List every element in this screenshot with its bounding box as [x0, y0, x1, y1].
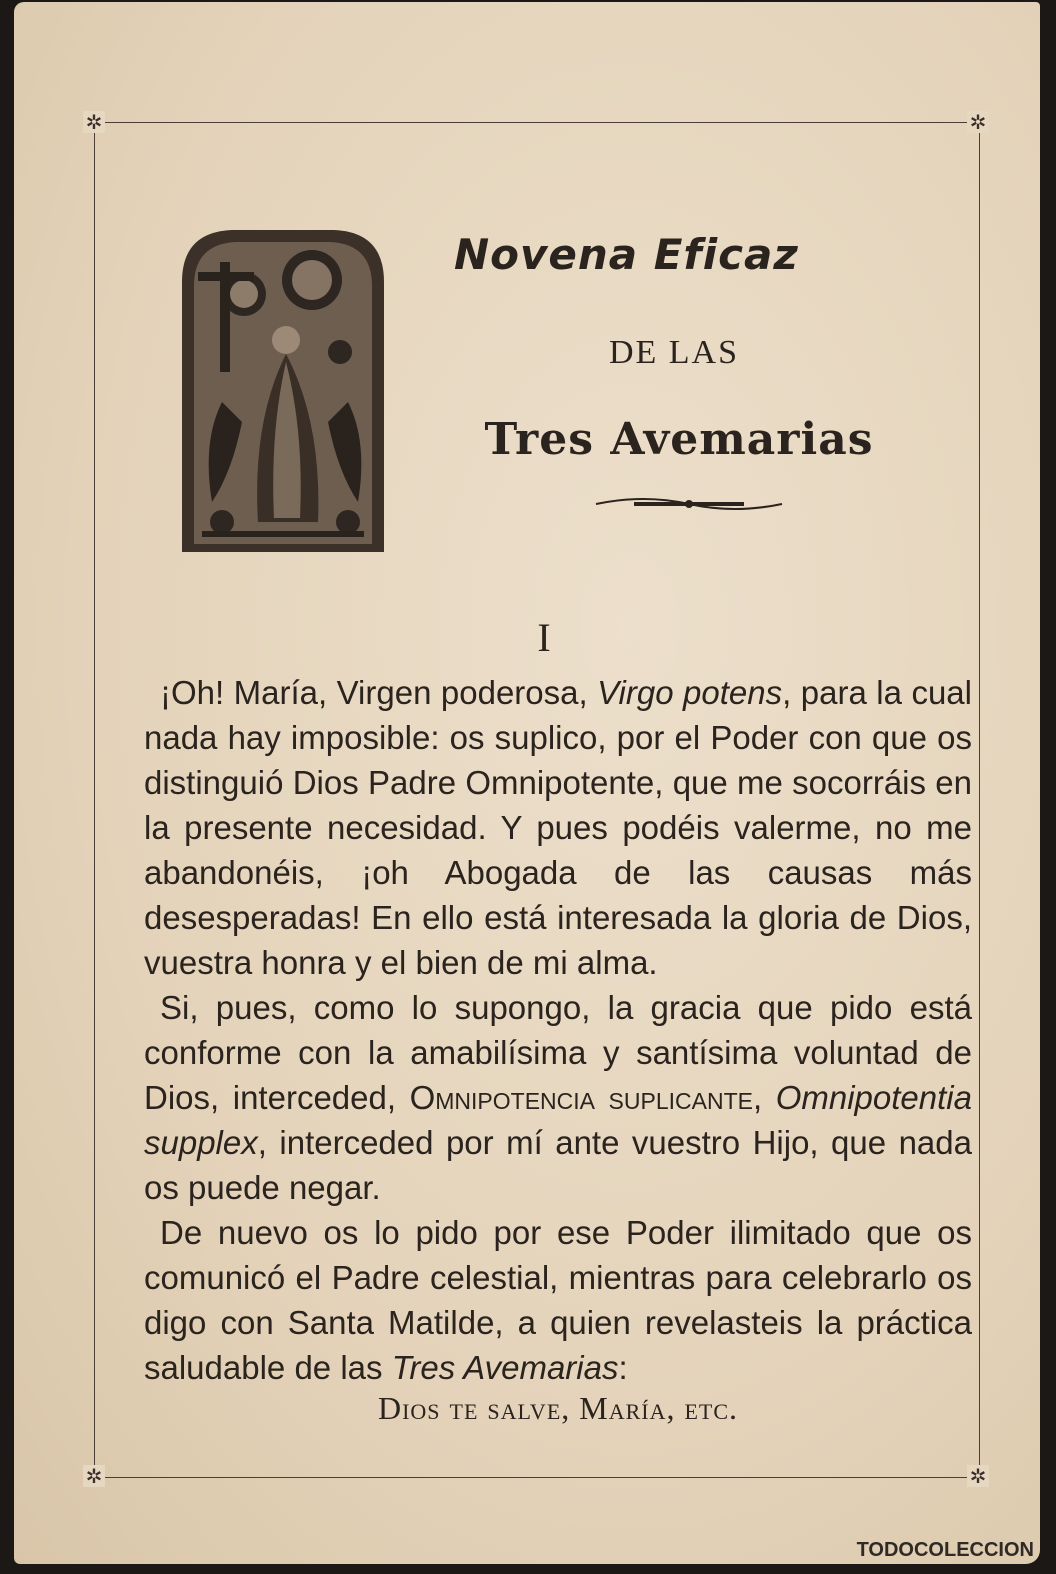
flourish-divider-icon: [594, 492, 784, 516]
title-de-las: DE LAS: [608, 334, 740, 371]
corner-ornament-icon: ✲: [83, 111, 105, 133]
prayer-paragraph: [144, 1210, 972, 1390]
latin-phrase: Virgo potens: [597, 674, 783, 711]
text-span: , interceded por mí ante vuestro Hijo, que nada os puede negar.: [144, 1124, 972, 1206]
latin-phrase: Omnipotentia supplex: [144, 1079, 972, 1161]
text-span: , para la cual nada hay imposible: os suplico, por el Poder con que os distinguió Dios Padre Omnipotente, que me socorráis en la presente necesidad. Y pues podéis valerme, no me abandonéis, ¡oh Abogada de las causas más desesperadas! En ello está interesada la gloria de Dios, vuestra honra y el bien de mi alma.: [144, 674, 972, 981]
corner-ornament-icon: ✲: [967, 111, 989, 133]
text-span: ¡Oh! María, Virgen poderosa,: [160, 674, 598, 711]
closing-line: Dios te salve, María, etc.: [377, 1390, 739, 1426]
watermark: TODOCOLECCION: [856, 1539, 1034, 1561]
virgin-mary-woodcut-illustration: [162, 222, 404, 562]
small-caps-phrase: Omnipotencia suplicante: [409, 1079, 753, 1116]
prayer-paragraph: [144, 985, 972, 1210]
italic-phrase: Tres Avemarias: [391, 1349, 619, 1386]
title-novena-eficaz: Novena Eficaz: [454, 230, 799, 279]
text-span: Si, pues, como lo supongo, la gracia que pido está conforme con la amabilísima y santísima voluntad de Dios, interceded,: [144, 989, 972, 1116]
corner-ornament-icon: ✲: [83, 1465, 105, 1487]
section-number: I: [537, 615, 551, 660]
text-span: ,: [752, 1079, 776, 1116]
text-span: De nuevo os lo pido por ese Poder ilimitado que os comunicó el Padre celestial, mientras para celebrarlo os digo con Santa Matilde, a quien revelasteis la práctica saludable de las: [144, 1214, 972, 1386]
prayer-text: [144, 670, 972, 1390]
corner-ornament-icon: ✲: [967, 1465, 989, 1487]
text-span: :: [618, 1349, 628, 1386]
title-tres-avemarias: Tres Avemarias: [484, 414, 874, 465]
prayer-paragraph: [144, 670, 972, 985]
prayer-card: [14, 2, 1040, 1564]
